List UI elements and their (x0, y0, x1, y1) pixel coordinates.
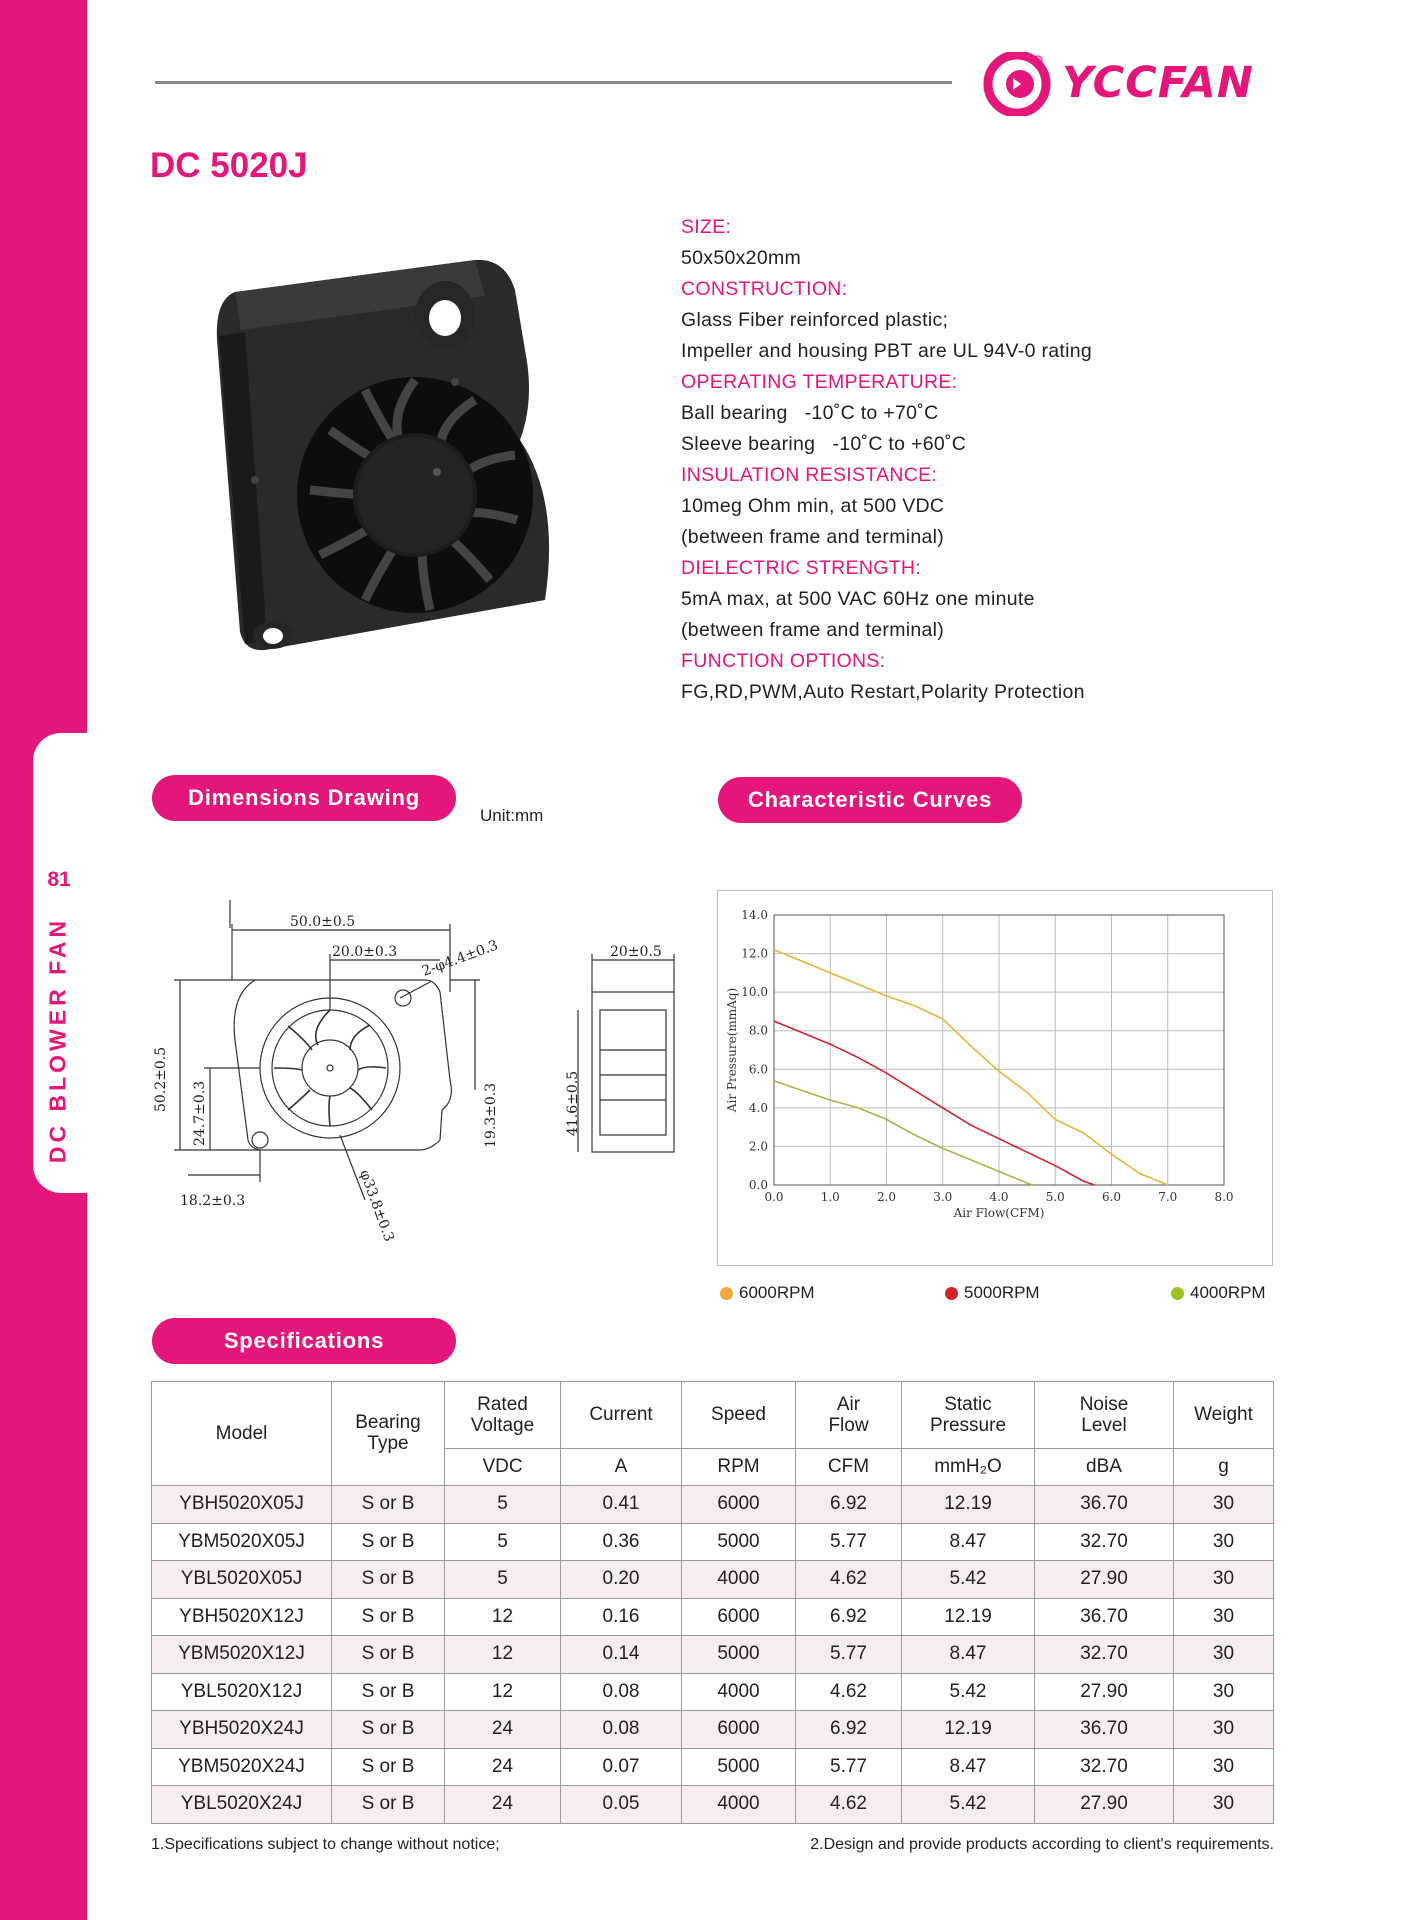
table-cell: 5.42 (902, 1786, 1035, 1824)
dim-height: 50.2±0.5 (153, 1046, 169, 1112)
table-cell: 24 (445, 1786, 561, 1824)
info-line: 50x50x20mm (681, 247, 802, 269)
dim-offset: 20.0±0.3 (332, 944, 398, 960)
table-cell: 0.20 (561, 1561, 682, 1599)
table-cell: 0.14 (561, 1636, 682, 1674)
chart-frame (717, 890, 1273, 1266)
table-cell: 27.90 (1035, 1561, 1174, 1599)
dimensions-drawing (150, 900, 720, 1260)
table-cell: 6.92 (796, 1711, 902, 1749)
page-number: 81 (47, 868, 71, 891)
header-rule (155, 81, 952, 84)
table-cell: 12 (445, 1636, 561, 1674)
table-cell: 6000 (682, 1598, 796, 1636)
table-cell: 0.08 (561, 1673, 682, 1711)
table-cell: 30 (1174, 1711, 1274, 1749)
unit-airflow: CFM (796, 1449, 902, 1486)
table-cell: YBH5020X12J (152, 1598, 332, 1636)
table-cell: 12 (445, 1598, 561, 1636)
legend-label: 6000RPM (739, 1283, 815, 1302)
table-cell: 32.70 (1035, 1523, 1174, 1561)
table-cell: 5.77 (796, 1748, 902, 1786)
table-cell: 27.90 (1035, 1673, 1174, 1711)
table-cell: S or B (332, 1786, 445, 1824)
table-cell: 0.16 (561, 1598, 682, 1636)
unit-pressure: mmH₂O (902, 1449, 1035, 1486)
table-cell: 30 (1174, 1673, 1274, 1711)
table-cell: YBL5020X12J (152, 1673, 332, 1711)
header-noise: Noise Level (1035, 1382, 1174, 1449)
table-cell: 30 (1174, 1748, 1274, 1786)
table-cell: 5000 (682, 1636, 796, 1674)
table-cell: 5.42 (902, 1673, 1035, 1711)
series-line-4000rpm (774, 1081, 1033, 1185)
table-cell: YBM5020X12J (152, 1636, 332, 1674)
y-tick-label: 4.0 (748, 1100, 768, 1115)
table-cell: 6.92 (796, 1598, 902, 1636)
y-tick-label: 10.0 (741, 985, 768, 1000)
brand-name: YCCFAN (1062, 58, 1254, 108)
dim-bottom: 18.2±0.3 (180, 1193, 246, 1209)
registered-mark: ® (1036, 58, 1041, 65)
footnote-left: 1.Specifications subject to change without notice; (151, 1836, 500, 1853)
table-cell: YBH5020X24J (152, 1711, 332, 1749)
characteristic-curves-heading: Characteristic Curves (718, 777, 1022, 823)
legend-item-5000 (945, 1283, 1040, 1303)
y-tick-label: 12.0 (741, 946, 768, 961)
table-cell: 5.77 (796, 1636, 902, 1674)
table-cell: 5000 (682, 1523, 796, 1561)
table-cell: S or B (332, 1748, 445, 1786)
info-line: (between frame and terminal) (681, 619, 945, 641)
legend-swatch (945, 1287, 958, 1300)
table-cell: S or B (332, 1673, 445, 1711)
y-tick-label: 2.0 (748, 1139, 768, 1154)
table-cell: 4000 (682, 1561, 796, 1599)
table-cell: 30 (1174, 1636, 1274, 1674)
table-cell: 5.77 (796, 1523, 902, 1561)
table-cell: 6.92 (796, 1486, 902, 1524)
y-axis-label: Air Pressure(mmAq) (725, 987, 739, 1113)
unit-noise: dBA (1035, 1449, 1174, 1486)
table-cell: 36.70 (1035, 1598, 1174, 1636)
table-cell: 4000 (682, 1673, 796, 1711)
table-cell: 32.70 (1035, 1636, 1174, 1674)
unit-weight: g (1174, 1449, 1274, 1486)
info-heading-construction: CONSTRUCTION: (681, 278, 848, 300)
x-tick-label: 7.0 (1158, 1190, 1178, 1204)
table-cell: 30 (1174, 1486, 1274, 1524)
info-heading-function: FUNCTION OPTIONS: (681, 650, 886, 672)
dim-hub: φ33.8±0.3 (356, 1167, 397, 1244)
table-row (152, 1748, 1274, 1786)
info-line: Glass Fiber reinforced plastic; (681, 309, 949, 331)
info-line: 10meg Ohm min, at 500 VDC (681, 495, 945, 517)
header-model: Model (152, 1382, 332, 1486)
table-cell: 30 (1174, 1786, 1274, 1824)
table-cell: 12.19 (902, 1486, 1035, 1524)
table-cell: 36.70 (1035, 1711, 1174, 1749)
table-cell: 0.05 (561, 1786, 682, 1824)
table-cell: 5 (445, 1523, 561, 1561)
y-tick-label: 6.0 (748, 1062, 768, 1077)
specifications-heading: Specifications (152, 1318, 456, 1364)
table-cell: YBL5020X24J (152, 1786, 332, 1824)
header-speed: Speed (682, 1382, 796, 1449)
table-row (152, 1561, 1274, 1599)
unit-current: A (561, 1449, 682, 1486)
dim-inner-height: 24.7±0.3 (192, 1080, 208, 1146)
table-cell: 12.19 (902, 1711, 1035, 1749)
legend-item-4000 (1171, 1283, 1266, 1303)
product-title: DC 5020J (150, 146, 308, 185)
info-heading-insulation: INSULATION RESISTANCE: (681, 464, 938, 486)
table-cell: 5.42 (902, 1561, 1035, 1599)
table-cell: 4.62 (796, 1561, 902, 1599)
table-cell: 30 (1174, 1598, 1274, 1636)
table-row (152, 1673, 1274, 1711)
table-cell: 5 (445, 1561, 561, 1599)
table-cell: 12.19 (902, 1598, 1035, 1636)
table-cell: 0.41 (561, 1486, 682, 1524)
table-cell: 6000 (682, 1486, 796, 1524)
table-cell: 5 (445, 1486, 561, 1524)
header-current: Current (561, 1382, 682, 1449)
y-tick-label: 8.0 (748, 1023, 768, 1038)
y-tick-label: 14.0 (741, 908, 768, 922)
specifications-table (151, 1381, 1274, 1824)
header-bearing: Bearing Type (332, 1382, 445, 1486)
legend-label: 4000RPM (1190, 1283, 1266, 1302)
header-weight: Weight (1174, 1382, 1274, 1449)
info-heading-size: SIZE: (681, 216, 732, 238)
table-cell: S or B (332, 1486, 445, 1524)
table-cell: S or B (332, 1711, 445, 1749)
unit-label: Unit:mm (480, 806, 544, 825)
table-cell: 6000 (682, 1711, 796, 1749)
table-cell: S or B (332, 1523, 445, 1561)
table-cell: 36.70 (1035, 1486, 1174, 1524)
table-cell: 8.47 (902, 1523, 1035, 1561)
table-cell: 24 (445, 1711, 561, 1749)
section-side-title: DC BLOWER FAN (44, 916, 71, 1164)
x-tick-label: 4.0 (989, 1190, 1009, 1204)
dim-side-height: 41.6±0.5 (565, 1070, 581, 1136)
table-cell: 30 (1174, 1523, 1274, 1561)
table-cell: S or B (332, 1636, 445, 1674)
unit-voltage: VDC (445, 1449, 561, 1486)
table-cell: YBL5020X05J (152, 1561, 332, 1599)
x-tick-label: 1.0 (820, 1190, 840, 1204)
info-line: 5mA max, at 500 VAC 60Hz one minute (681, 588, 1035, 610)
table-cell: 4.62 (796, 1673, 902, 1711)
x-tick-label: 2.0 (876, 1190, 897, 1204)
table-cell: 4000 (682, 1786, 796, 1824)
fan-photo (205, 240, 585, 660)
x-tick-label: 6.0 (1101, 1190, 1122, 1204)
x-tick-label: 8.0 (1214, 1190, 1234, 1204)
dim-right: 19.3±0.3 (483, 1082, 499, 1148)
table-row (152, 1523, 1274, 1561)
table-cell: 27.90 (1035, 1786, 1174, 1824)
table-cell: YBM5020X24J (152, 1748, 332, 1786)
legend-label: 5000RPM (964, 1283, 1040, 1302)
legend-item-6000 (720, 1283, 815, 1303)
x-tick-label: 0.0 (764, 1190, 784, 1204)
spec-info-block (681, 212, 1361, 708)
footnote-right: 2.Design and provide products according to client's requirements. (810, 1836, 1274, 1853)
table-cell: 24 (445, 1748, 561, 1786)
table-cell: 8.47 (902, 1636, 1035, 1674)
dim-depth: 20±0.5 (610, 944, 662, 960)
info-heading-temperature: OPERATING TEMPERATURE: (681, 371, 958, 393)
info-line: Ball bearing -10˚C to +70˚C (681, 402, 939, 424)
table-row (152, 1711, 1274, 1749)
table-cell: S or B (332, 1561, 445, 1599)
info-heading-dielectric: DIELECTRIC STRENGTH: (681, 557, 922, 579)
info-line: Sleeve bearing -10˚C to +60˚C (681, 433, 967, 455)
y-tick-label: 0.0 (748, 1178, 768, 1192)
table-row (152, 1486, 1274, 1524)
header-airflow: Air Flow (796, 1382, 902, 1449)
table-cell: 4.62 (796, 1786, 902, 1824)
dimensions-drawing-heading: Dimensions Drawing (152, 775, 456, 821)
table-cell: YBM5020X05J (152, 1523, 332, 1561)
info-line: (between frame and terminal) (681, 526, 945, 548)
table-row (152, 1786, 1274, 1824)
series-line-6000rpm (774, 950, 1168, 1185)
logo-mark-icon (988, 55, 1046, 113)
x-tick-label: 5.0 (1045, 1190, 1065, 1204)
series-line-5000rpm (774, 1021, 1095, 1185)
table-cell: 0.07 (561, 1748, 682, 1786)
table-cell: 12 (445, 1673, 561, 1711)
info-line: Impeller and housing PBT are UL 94V-0 rating (681, 340, 1093, 362)
unit-speed: RPM (682, 1449, 796, 1486)
x-axis-label: Air Flow(CFM) (953, 1206, 1045, 1220)
table-cell: 0.36 (561, 1523, 682, 1561)
table-cell: YBH5020X05J (152, 1486, 332, 1524)
table-cell: 30 (1174, 1561, 1274, 1599)
table-cell: S or B (332, 1598, 445, 1636)
table-cell: 8.47 (902, 1748, 1035, 1786)
info-line: FG,RD,PWM,Auto Restart,Polarity Protection (681, 681, 1085, 703)
table-cell: 32.70 (1035, 1748, 1174, 1786)
dim-hole: 2-φ4.4±0.3 (419, 937, 501, 980)
legend-swatch (1171, 1287, 1184, 1300)
legend-swatch (720, 1287, 733, 1300)
header-pressure: Static Pressure (902, 1382, 1035, 1449)
header-voltage: Rated Voltage (445, 1382, 561, 1449)
table-row (152, 1598, 1274, 1636)
table-cell: 0.08 (561, 1711, 682, 1749)
x-tick-label: 3.0 (933, 1190, 953, 1204)
table-row (152, 1636, 1274, 1674)
dim-width: 50.0±0.5 (290, 914, 356, 930)
table-cell: 5000 (682, 1748, 796, 1786)
characteristic-curves-chart (718, 891, 1272, 1265)
